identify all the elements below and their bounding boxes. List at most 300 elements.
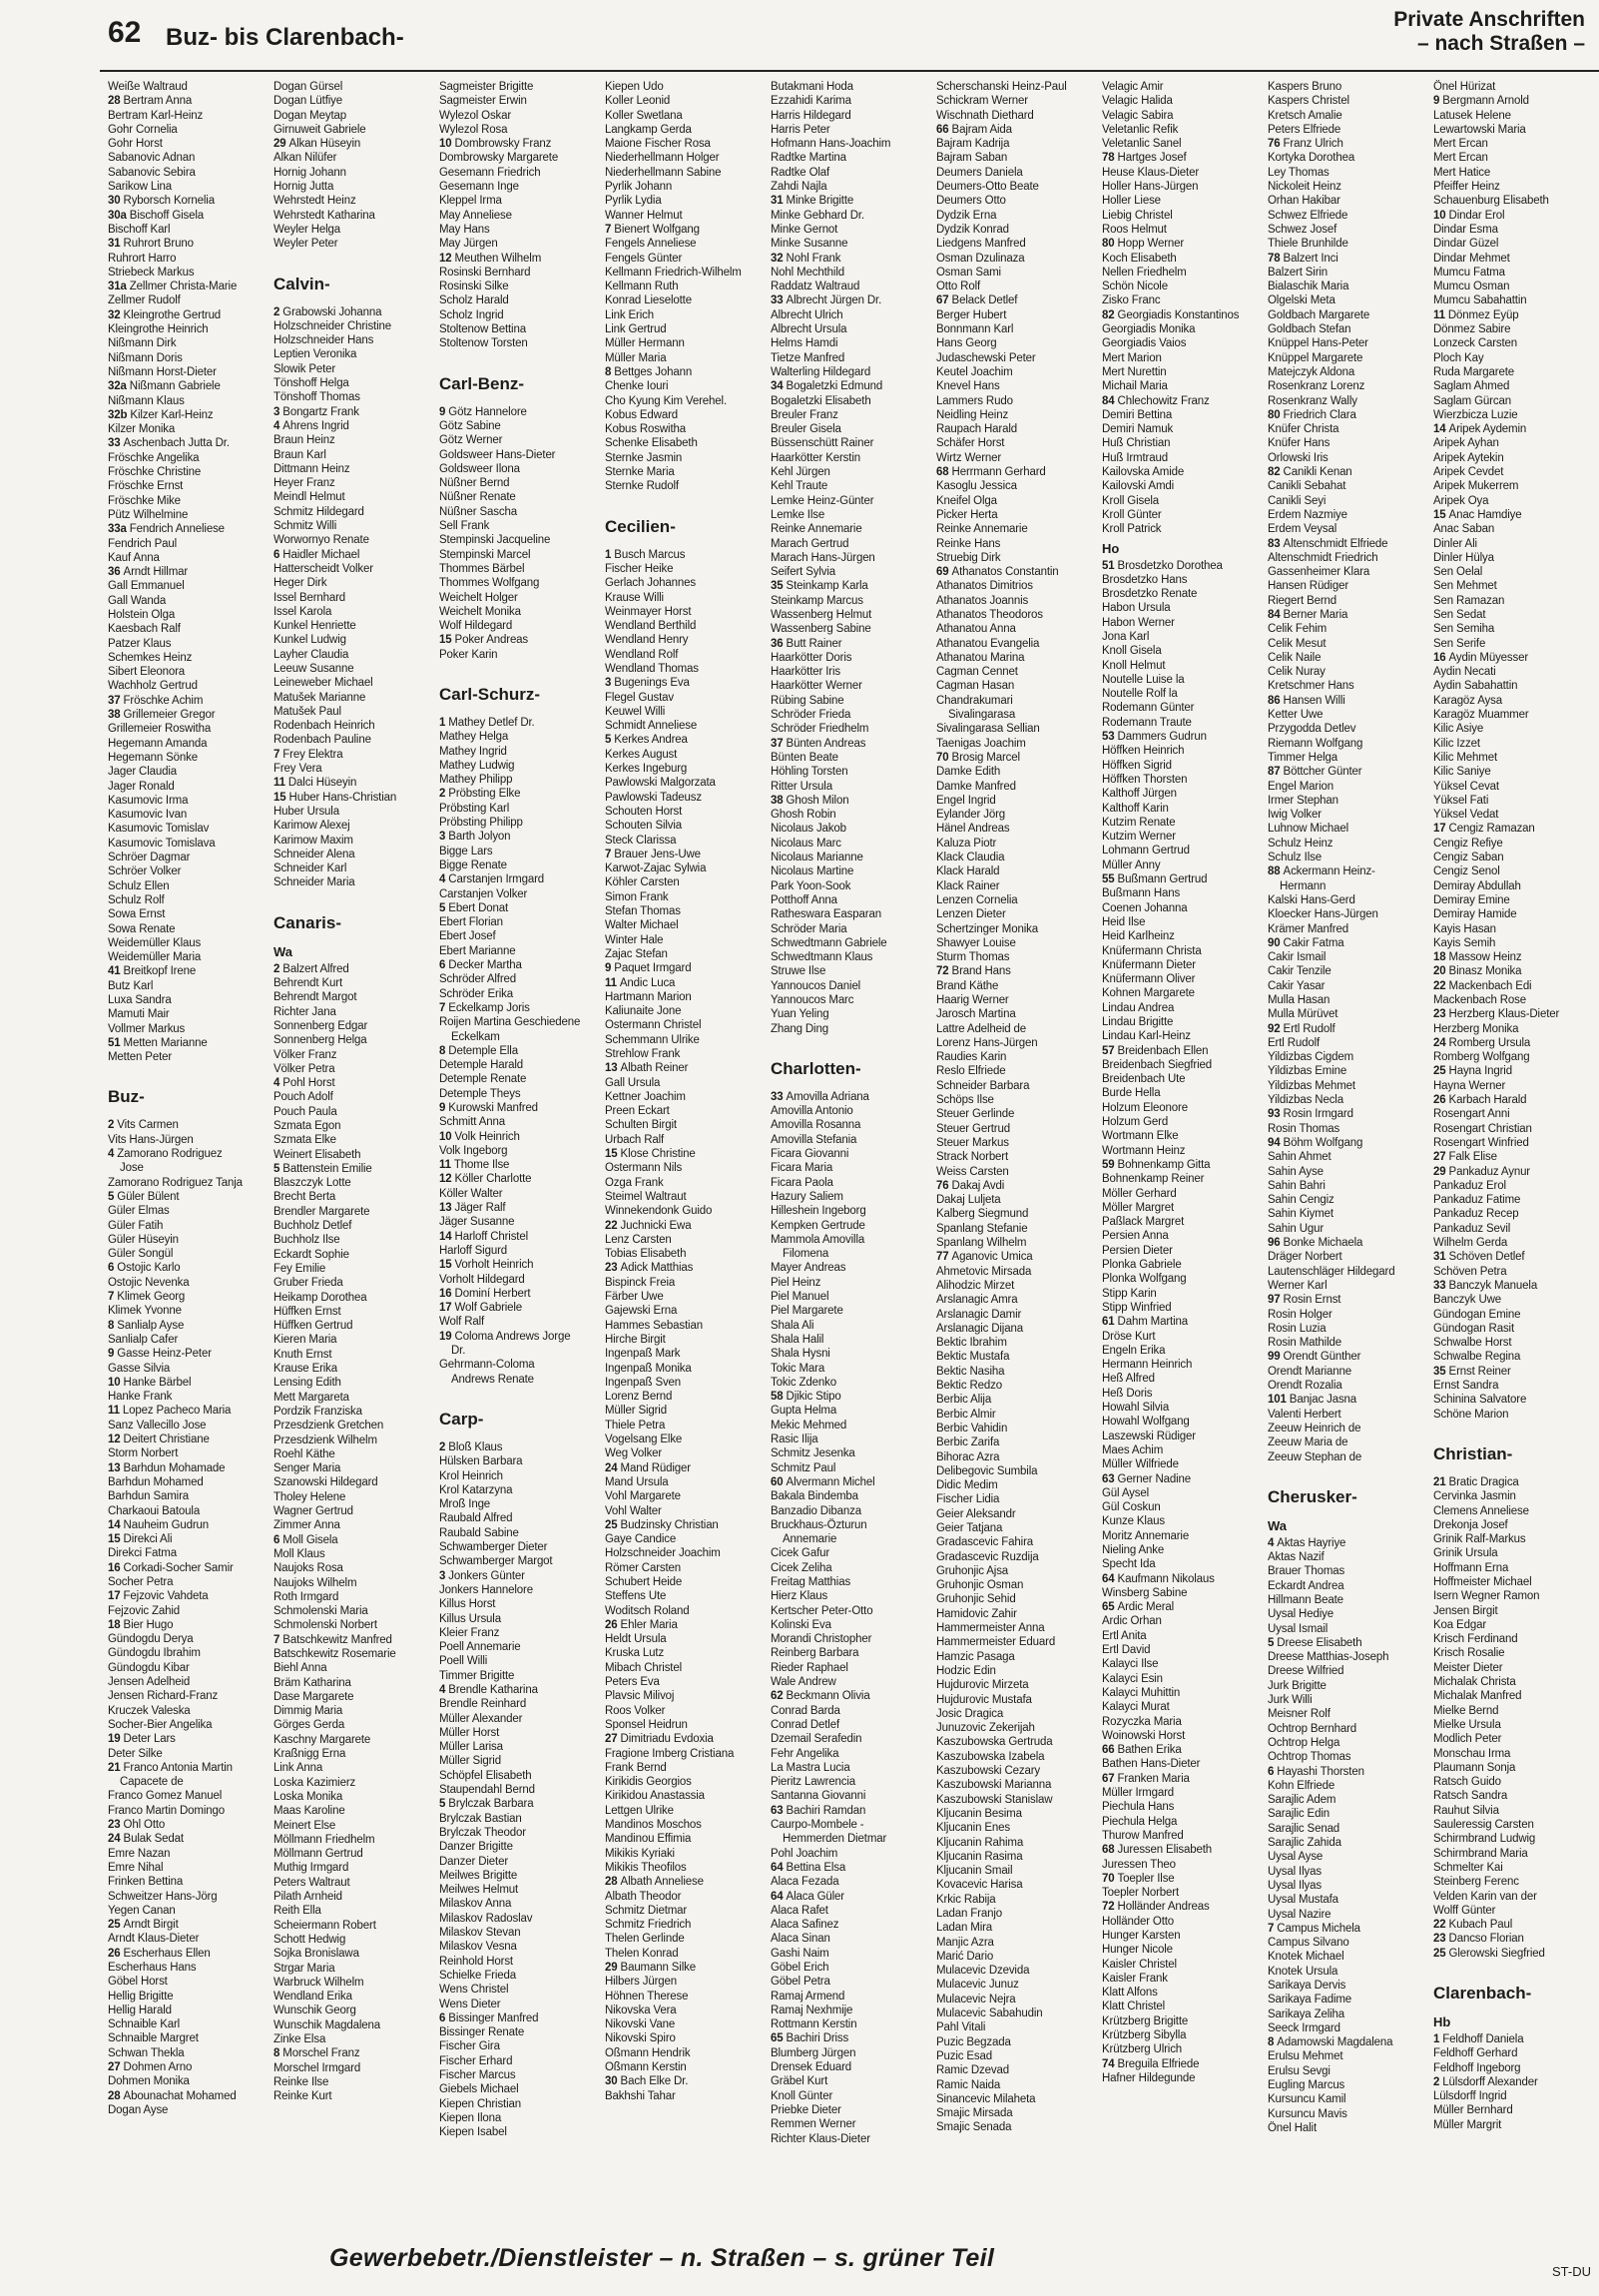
resident-name: Kaufmann Nikolaus [1117,1572,1215,1585]
resident-entry: Pankaduz Erol [1433,1179,1506,1192]
resident-entry [1102,1572,1264,1586]
resident-entry [439,1287,601,1301]
resident-entry: Schenke Elisabeth [605,437,698,450]
resident-entry: Struwe Ilse [771,965,826,978]
resident-name: Battenstein Emilie [282,1162,372,1175]
resident-entry: Persien Dieter [1102,1244,1173,1257]
resident-entry: Velagic Sabira [1102,109,1174,122]
resident-entry: Höhling Torsten [771,766,848,779]
house-number: 66 [936,123,952,136]
resident-entry: Arslanagic Dijana [936,1322,1023,1335]
resident-entry: Yüksel Vedat [1433,809,1499,822]
resident-entry: Rosin Mathilde [1268,1337,1341,1350]
house-number: 78 [1102,152,1118,165]
resident-entry: Weichelt Monika [439,605,521,618]
resident-entry: Gall Wanda [108,594,167,607]
resident-entry: Osman Dzulinaza [936,252,1025,265]
resident-entry [108,1947,269,1961]
resident-name: Ghosh Milon [786,794,849,807]
resident-entry: Heldt Ursula [605,1633,667,1646]
resident-entry: Müller Margrit [1433,2118,1502,2131]
resident-entry: Raddatz Waltraud [771,281,860,293]
resident-entry: Veletanlic Refik [1102,123,1179,136]
house-number: 32b [108,408,131,421]
house-number: 94 [1268,1136,1284,1149]
resident-name: Hanke Bärbel [123,1376,192,1389]
resident-entry: Knüfermann Christa [1102,944,1202,957]
resident-name: Bünten Andreas [786,737,866,750]
resident-entry: Ochtrop Thomas [1268,1751,1351,1764]
resident-entry: Schröer Dagmar [108,852,191,864]
resident-entry: Celik Nuray [1268,666,1326,679]
resident-name: Bathen Erika [1117,1744,1182,1757]
resident-entry: Detemple Harald [439,1059,524,1072]
house-number: 99 [1268,1351,1284,1364]
house-number: 22 [1433,979,1449,992]
resident-entry: Demiray Hamide [1433,908,1517,921]
house-number: 26 [108,1947,124,1960]
resident-entry: Schemmann Ulrike [605,1033,700,1046]
resident-entry: Holzschneider Hans [273,334,374,347]
resident-entry: Hujdurovic Mirzeta [936,1679,1029,1692]
resident-entry: Brauer Thomas [1268,1565,1345,1578]
resident-entry [936,1179,1098,1193]
house-number: 72 [936,965,952,978]
directory-column-5 [771,80,932,2193]
resident-entry: Lautenschläger Hildegard [1268,1265,1395,1278]
resident-entry: Raubald Sabine [439,1526,519,1539]
resident-entry: Wagner Gertrud [273,1505,353,1518]
house-number: 23 [1433,1933,1449,1946]
resident-entry: Escherhaus Hans [108,1962,197,1974]
resident-entry: Matušek Marianne [273,691,366,704]
resident-entry: Mert Ercan [1433,152,1488,165]
resident-entry: Ladan Mira [936,1922,993,1935]
resident-entry [1268,1536,1429,1550]
resident-entry [605,976,767,990]
resident-name: Alvermann Michel [786,1475,875,1488]
house-number: 65 [1102,1601,1118,1614]
resident-entry [108,1518,269,1532]
resident-entry [1102,1772,1264,1786]
resident-entry [1102,237,1264,251]
page-number: 62 [108,16,142,49]
resident-entry: Staupendahl Bernd [439,1784,535,1797]
house-number: 23 [605,1262,621,1275]
resident-name: Bier Hugo [123,1618,174,1631]
resident-entry: Lonzeck Carsten [1433,337,1518,350]
resident-entry: Koch Elisabeth [1102,252,1177,265]
resident-entry: Nickoleit Heinz [1268,181,1341,194]
resident-name: Breitkopf Irene [123,965,197,978]
resident-name: Juressen Elisabeth [1117,1844,1213,1857]
house-number: 3 [439,831,449,844]
resident-entry: Heyer Franz [273,477,335,490]
resident-entry: Rodenbach Pauline [273,734,371,747]
resident-entry: Morandi Christopher [771,1633,872,1646]
resident-name: Rosin Irmgard [1283,1108,1353,1121]
resident-entry: Ritter Ursula [771,780,832,793]
house-number: 5 [605,734,615,747]
resident-entry [605,848,767,861]
resident-name: Decker Martha [448,959,522,972]
resident-entry: Dindar Esma [1433,223,1498,236]
resident-entry [108,1347,269,1361]
resident-entry: Rosin Holger [1268,1308,1332,1321]
resident-entry: Yüksel Cevat [1433,780,1499,793]
house-number: 19 [439,1330,455,1343]
resident-entry: Muthig Irmgard [273,1862,349,1875]
resident-entry: Minke Susanne [771,238,848,251]
resident-entry: Burde Hella [1102,1087,1161,1100]
resident-entry: Nikovski Spiro [605,2032,676,2045]
resident-entry: Sarajlic Edin [1268,1808,1330,1821]
resident-entry: Sen Sedat [1433,608,1486,621]
resident-entry: Noutelle Luise la [1102,673,1185,686]
resident-entry: Hunger Karsten [1102,1930,1181,1942]
resident-entry: Steck Clarissa [605,834,677,847]
resident-entry: Schmitz Friedrich [605,1919,692,1932]
resident-entry: Gül Aysel [1102,1486,1150,1499]
resident-entry: Strack Norbert [936,1151,1009,1164]
resident-name: Dindar Erol [1448,209,1505,222]
resident-entry: Pohl Joachim [771,1847,838,1860]
resident-entry: Giebels Michael [439,2083,519,2096]
resident-entry: Gül Coskun [1102,1501,1161,1514]
resident-entry: Priebke Dieter [771,2103,841,2116]
resident-entry [439,716,601,730]
resident-entry: Erulsu Sevgi [1268,2064,1331,2077]
resident-name: Bettina Elsa [786,1861,846,1874]
resident-entry: Maes Achim [1102,1443,1164,1456]
resident-entry: Güler Elmas [108,1205,170,1218]
resident-entry: Sternke Rudolf [605,480,679,493]
resident-entry: Schmitz Jesenka [771,1447,855,1460]
resident-entry: Eugling Marcus [1268,2079,1345,2092]
resident-entry: Schneider Karl [273,862,347,875]
resident-entry: Riegert Bernd [1268,594,1337,607]
resident-entry: Ostermann Christel [605,1019,702,1032]
house-number: 60 [771,1475,787,1488]
resident-entry [108,1532,269,1546]
resident-entry [1268,1350,1429,1364]
resident-entry: Wolf Hildegard [439,620,513,633]
house-number: 92 [1268,1022,1284,1035]
resident-entry: Bohnenkamp Reiner [1102,1173,1205,1186]
resident-entry: Steinkamp Marcus [771,594,863,607]
resident-entry: Goldbach Margarete [1268,308,1370,321]
resident-name: Breguila Elfriede [1117,2057,1200,2070]
resident-name: Baumann Silke [620,1962,696,1974]
resident-entry: Tönshoff Thomas [273,391,360,404]
resident-entry: Sahin Bahri [1268,1179,1326,1192]
resident-name: Frey Elektra [282,748,343,761]
resident-entry: Weiße Waltraud [108,81,188,93]
resident-entry [108,436,269,450]
house-number: 24 [605,1461,621,1474]
resident-entry: Brendler Margarete [273,1205,370,1218]
resident-entry: Arndt Klaus-Dieter [108,1933,200,1946]
resident-entry: Eckardt Andrea [1268,1579,1344,1592]
resident-entry: Arslanagic Damir [936,1308,1022,1321]
directory-column-6 [936,80,1098,2193]
resident-name: Abounachat Mohamed [123,2089,237,2102]
resident-entry: Gassenheimer Klara [1268,566,1370,579]
resident-name: Albath Anneliese [620,1876,704,1889]
resident-entry: Walterling Hildegard [771,365,871,378]
resident-entry [439,1201,601,1215]
resident-entry: Holstein Olga [108,608,176,621]
resident-entry: Ochtrop Helga [1268,1736,1340,1749]
resident-entry: Kellmann Friedrich-Wilhelm [605,266,742,279]
resident-entry: Knüppel Margarete [1268,351,1363,364]
resident-entry: Holler Liese [1102,195,1161,208]
resident-name: Fendrich Anneliese [129,523,225,536]
resident-entry: Luhnow Michael [1268,823,1349,836]
resident-entry: Weichelt Holger [439,591,518,604]
resident-entry: Dogan Lütfiye [273,95,343,108]
house-number: 18 [108,1618,124,1631]
resident-entry: Klack Harald [936,865,1000,878]
house-number: 6 [1268,1765,1278,1778]
house-number: 76 [936,1179,952,1192]
resident-entry: Wens Dieter [439,1998,501,2010]
resident-entry [273,137,435,151]
resident-entry: Fröschke Angelika [108,451,200,464]
resident-entry: Reith Ella [273,1905,321,1918]
resident-entry: Sarikaya Zeliha [1268,2008,1345,2020]
resident-entry: Maione Fischer Rosa [605,138,711,151]
resident-entry: Lindau Andrea [1102,1001,1175,1014]
resident-entry: Orendt Rozalia [1268,1380,1342,1393]
resident-entry: Matejczyk Aldona [1268,365,1355,378]
resident-entry: Radtke Olaf [771,166,830,179]
resident-name: Paquet Irmgard [614,962,692,975]
resident-entry: Dogan Meytap [273,109,346,122]
resident-entry: Santanna Giovanni [771,1790,866,1803]
resident-entry: Schröder Maria [771,922,847,935]
resident-entry: Wortmann Heinz [1102,1144,1186,1157]
resident-entry: Kailovska Amide [1102,466,1185,479]
resident-entry [1433,1093,1593,1107]
resident-entry: Uysal Ismail [1268,1622,1329,1635]
resident-entry [273,548,435,562]
resident-entry: Kilzer Monika [108,423,176,436]
resident-name: Feldhoff Daniela [1442,2033,1524,2045]
resident-name: Bajram Aida [951,123,1012,136]
resident-entry: Behrendt Margot [273,991,357,1004]
house-number: 29 [1433,1165,1449,1178]
house-number: 97 [1268,1294,1284,1307]
resident-name: Brylczak Barbara [448,1798,534,1811]
resident-name: Karbach Harald [1448,1094,1527,1107]
resident-entry: Demiray Emine [1433,893,1510,906]
resident-entry: Knüfer Christa [1268,423,1339,436]
resident-entry: Nicolaus Marianne [771,852,863,864]
resident-entry: Orlowski Iris [1268,451,1329,464]
resident-name: Sanlialp Ayse [117,1319,185,1332]
house-number: 12 [439,252,455,265]
resident-entry: Flegel Gustav [605,691,674,704]
house-number: 58 [771,1391,787,1404]
street-heading: Cherusker- [1268,1486,1357,1506]
resident-entry: Przesdzienk Gretchen [273,1420,384,1433]
resident-entry: Przesdzienk Wilhelm [273,1434,377,1446]
resident-entry: Girnuweit Gabriele [273,123,366,136]
resident-entry: Ploch Kay [1433,351,1484,364]
resident-entry [108,2060,269,2074]
resident-entry: Thommes Wolfgang [439,577,540,590]
resident-entry [1268,1136,1429,1150]
resident-entry: Kljucanin Rasima [936,1850,1023,1863]
resident-name: Haidler Michael [282,548,360,561]
resident-entry: Wunschik Magdalena [273,2018,381,2031]
resident-entry: Hamidovic Zahir [936,1607,1017,1620]
resident-entry [108,964,269,978]
house-number: 2 [108,1119,118,1132]
resident-entry: Olgelski Meta [1268,294,1335,307]
resident-entry: Kalthoff Jürgen [1102,788,1177,801]
resident-entry [108,1818,269,1832]
resident-entry [605,548,767,562]
house-number: 1 [1433,2033,1443,2045]
directory-column-9 [1433,80,1593,2193]
house-number: 25 [605,1518,621,1531]
resident-entry: Ratsch Guido [1433,1776,1501,1789]
resident-entry: Harloff Sigurd [439,1244,508,1257]
directory-column-4 [605,80,767,2193]
resident-name: Kubach Paul [1448,1919,1513,1932]
resident-name: Binasz Monika [1448,965,1522,978]
resident-entry: Wolf Ralf [439,1316,485,1329]
resident-entry: Frey Vera [273,763,322,776]
resident-name: Nohl Frank [786,252,841,265]
resident-entry: Albrecht Ursula [771,323,847,336]
resident-entry: Monschau Irma [1433,1747,1511,1760]
resident-entry: Athanatos Dimitrios [936,580,1033,593]
house-number: 11 [108,1405,123,1418]
resident-entry [771,1861,932,1875]
resident-entry: Göbel Petra [771,1976,830,1989]
resident-entry: Sen Mehmet [1433,580,1497,593]
resident-entry: Tokic Mara [771,1362,825,1375]
resident-name: Güler Bülent [117,1190,180,1203]
resident-entry: Marić Dario [936,1950,994,1963]
resident-entry: Brosdetzko Hans [1102,573,1188,586]
resident-entry: Hüffken Gertrud [273,1320,353,1333]
resident-entry: Rosengart Winfried [1433,1136,1529,1149]
resident-name: Banjac Jasna [1289,1394,1357,1407]
resident-entry: Sarikaya Fadime [1268,1994,1352,2007]
resident-entry: Socher-Bier Angelika [108,1718,213,1731]
house-number: 34 [771,380,787,393]
resident-entry: Schwedtmann Klaus [771,951,873,964]
house-number: 14 [1433,423,1449,436]
resident-entry: Wylezol Oskar [439,109,512,122]
resident-entry: Liedgens Manfred [936,238,1026,251]
resident-entry: Metten Peter [108,1051,173,1064]
resident-name: Zellmer Christa-Marie [129,281,238,293]
section-title [1226,8,1585,56]
resident-entry: Rosenkranz Lorenz [1268,380,1365,393]
resident-entry: Völker Franz [273,1048,337,1061]
resident-entry: Mert Marion [1102,351,1162,364]
resident-entry [273,1533,435,1547]
resident-entry: Zamorano Rodriguez Tanja [108,1176,243,1189]
resident-entry: Schröer Volker [108,865,182,878]
resident-entry: Rauhut Silvia [1433,1804,1499,1817]
resident-entry: Rosengart Christian [1433,1122,1532,1135]
resident-entry: Blumberg Jürgen [771,2046,856,2059]
resident-entry: Cakir Yasar [1268,979,1326,992]
resident-entry: Schmelter Kai [1433,1861,1503,1874]
resident-entry: Minke Gebhard Dr. [771,209,864,222]
resident-entry: Rosinski Bernhard [439,266,531,279]
resident-entry [1433,94,1593,108]
resident-name: Harloff Christel [454,1230,528,1243]
resident-entry: Timmer Helga [1268,751,1337,764]
resident-entry [771,293,932,307]
resident-entry [1268,2035,1429,2049]
house-number: 11 [1433,308,1448,321]
resident-entry: Celik Mesut [1268,637,1327,650]
resident-name: Holländer Andreas [1117,1901,1210,1914]
resident-name: Glerowski Siegfried [1448,1947,1545,1960]
resident-entry [439,1101,601,1115]
resident-entry: Karimow Maxim [273,834,353,847]
resident-name: Batschkewitz Manfred [282,1633,392,1646]
resident-entry [1102,730,1264,744]
resident-entry: Kilic Mehmet [1433,751,1498,764]
house-number: 83 [1268,537,1284,550]
resident-name: Franz Ulrich [1283,138,1343,151]
resident-entry: Cengiz Senol [1433,865,1500,878]
resident-entry [605,1219,767,1233]
resident-entry: Kehl Jürgen [771,466,830,479]
resident-entry: Harris Hildegard [771,109,851,122]
resident-entry: Conrad Barda [771,1704,840,1717]
resident-entry: Kolinski Eva [771,1618,831,1631]
resident-entry: Möller Gerhard [1102,1187,1177,1200]
resident-entry: Ochtrop Bernhard [1268,1722,1357,1735]
resident-entry [108,1404,269,1418]
resident-entry: Holländer Otto [1102,1915,1175,1928]
resident-entry: Kehl Traute [771,480,828,493]
resident-entry: Krol Heinrich [439,1469,503,1482]
resident-entry: Scheiermann Robert [273,1919,376,1932]
resident-entry: Josic Dragica [936,1707,1004,1720]
resident-entry: Kaschny Margarete [273,1733,371,1746]
resident-entry: Tholey Helene [273,1490,346,1503]
resident-entry: Helms Hamdi [771,337,838,350]
resident-name: Metten Marianne [123,1036,208,1049]
resident-entry: Schauenburg Elisabeth [1433,195,1549,208]
resident-entry: Färber Uwe [605,1291,664,1304]
house-number: 41 [108,965,124,978]
resident-entry: Cicek Gafur [771,1547,830,1560]
resident-name: Kilzer Karl-Heinz [130,408,214,421]
resident-entry: Fischer Erhard [439,2054,513,2067]
resident-entry: Sinancevic Milaheta [936,2092,1036,2105]
resident-entry: Krützberg Sibylla [1102,2029,1187,2042]
resident-entry: Kunkel Ludwig [273,634,346,647]
resident-name: Brauer Jens-Uwe [614,848,701,861]
resident-entry: Breidenbach Ute [1102,1073,1186,1086]
resident-entry: Brecht Berta [273,1191,336,1204]
resident-entry: Wassenberg Sabine [771,623,871,636]
resident-entry [439,1797,601,1811]
resident-entry: Velagic Halida [1102,95,1173,108]
